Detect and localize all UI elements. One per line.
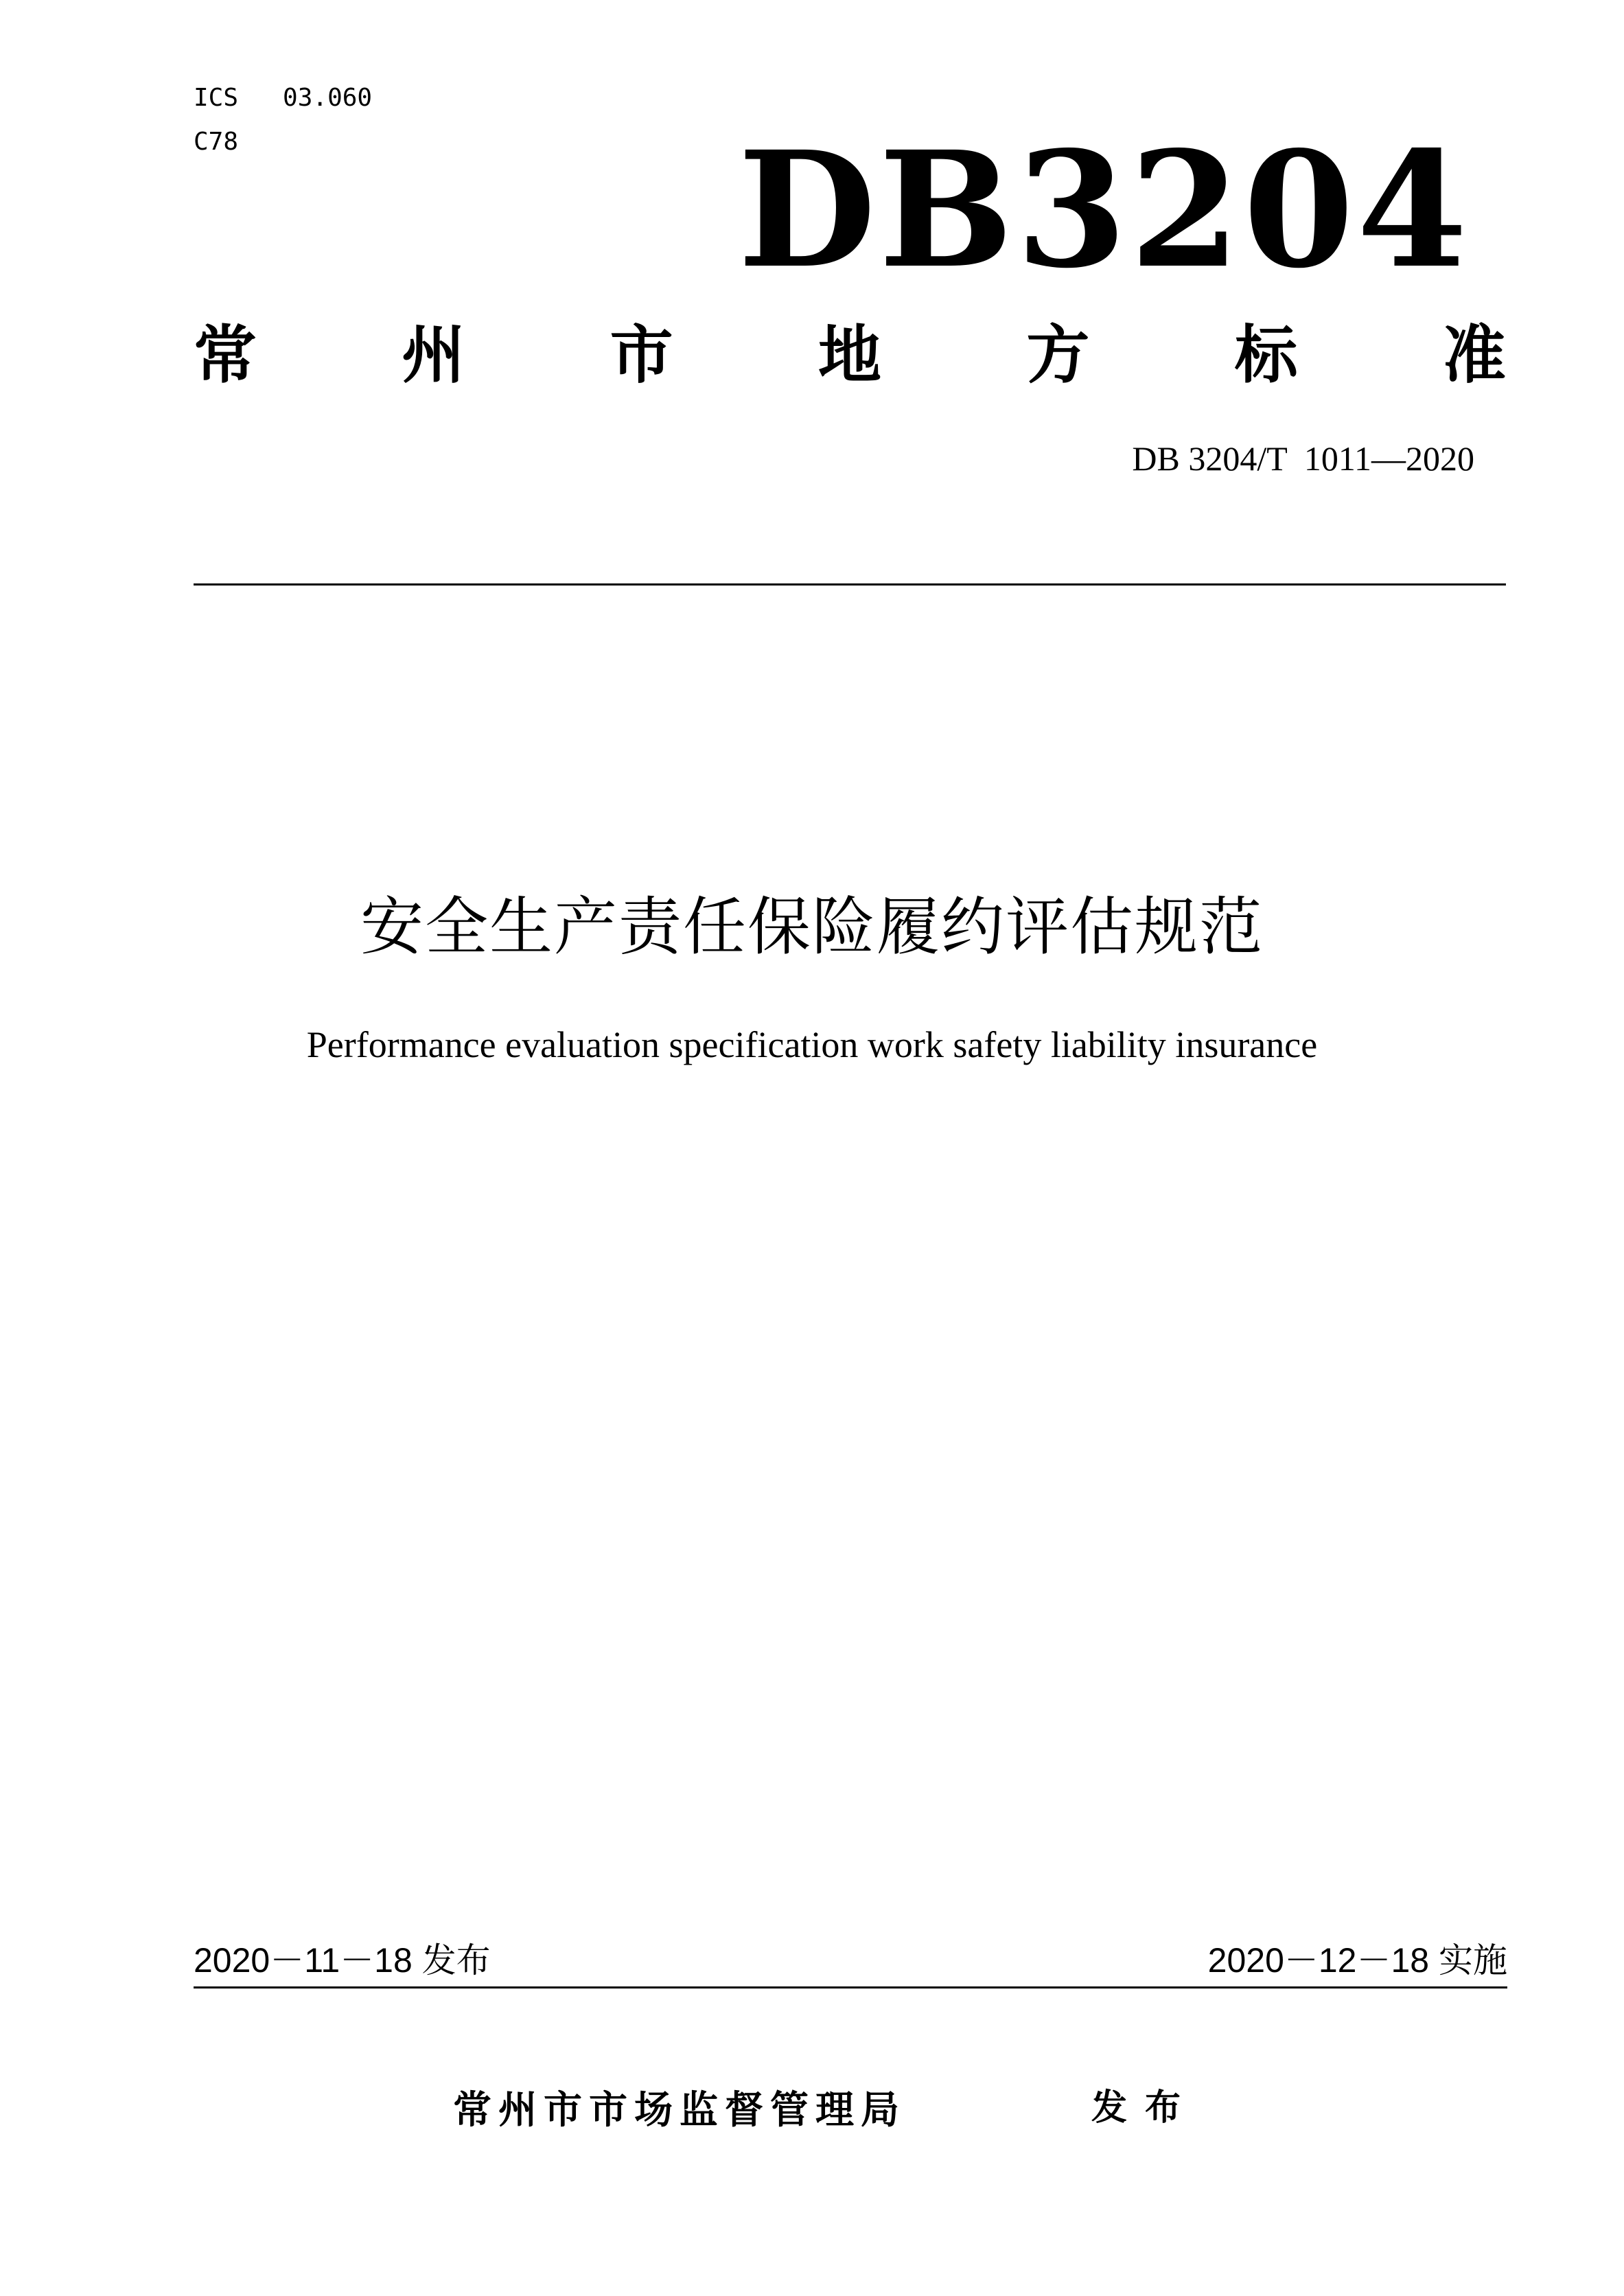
standard-type-heading — [194, 318, 1506, 392]
issuing-authority: 常州市市场监督管理局 — [453, 2088, 906, 2133]
standard-type-char: 州 — [402, 318, 465, 392]
standard-type-char: 准 — [1442, 318, 1506, 392]
header-divider — [194, 583, 1506, 585]
standard-type-char: 市 — [610, 318, 673, 392]
ccs-code: C78 — [194, 128, 239, 156]
standard-type-char: 常 — [194, 318, 257, 392]
standard-type-char: 方 — [1026, 318, 1090, 392]
implementation-date: 2020－12－18 实施 — [1207, 1941, 1507, 1980]
db-standard-mark: DB3204 — [738, 116, 1470, 303]
ics-code: ICS 03.060 — [194, 84, 373, 112]
standard-type-char: 标 — [1234, 318, 1298, 392]
footer-divider — [194, 1986, 1507, 1988]
issue-date: 2020－11－18 发布 — [194, 1941, 491, 1980]
standard-code: DB 3204/T 1011—2020 — [1132, 439, 1474, 478]
issue-action: 发布 — [1091, 2087, 1199, 2129]
document-title-chinese: 安全生产责任保险履约评估规范 — [360, 890, 1264, 964]
standard-type-char: 地 — [817, 318, 881, 392]
document-title-english: Performance evaluation specification work safety liability insurance — [306, 1024, 1318, 1065]
